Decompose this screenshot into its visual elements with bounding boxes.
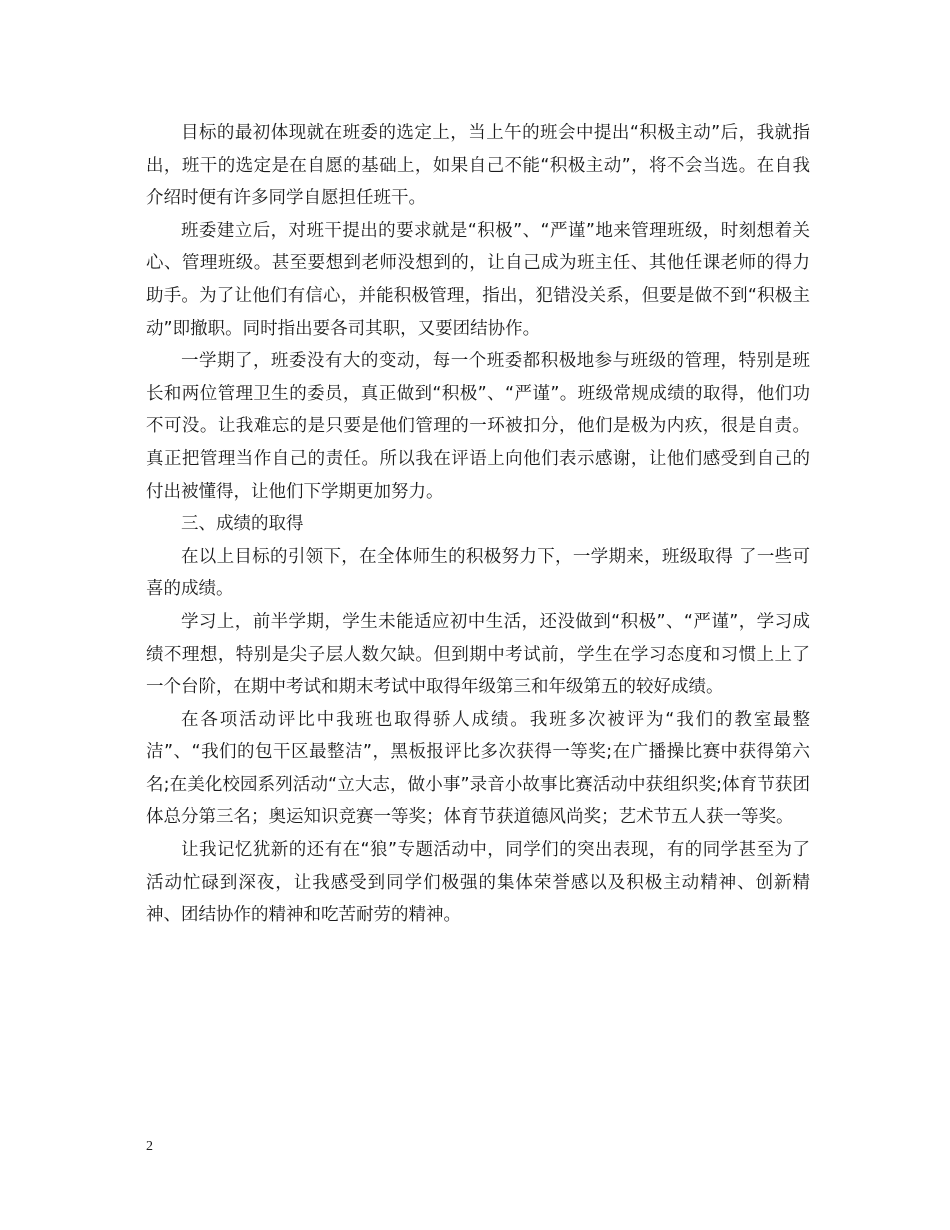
section-heading: 三、成绩的取得 bbox=[181, 514, 304, 535]
paragraph-study-results: 学习上，前半学期，学生未能适应初中生活，还没做到“积极”、“严谨”，学习成绩不理想，特别是尖子层人数欠缺。但到期中考试前，学生在学习态度和习惯上上了一个台阶，在期中考试和期末考试中取得年级第三和年级第五的较好成绩。 bbox=[146, 611, 810, 698]
paragraph-class-committee-requirements: 班委建立后，对班干提出的要求就是“积极”、“严谨”地来管理班级，时刻想着关心、管理班级。甚至要想到老师没想到的，让自己成为班主任、其他任课老师的得力助手。为了让他们有信心，并能积极管理，指出，犯错没关系，但要是做不到“积极主动”即撤职。同时指出要各司其职，又要团结协作。 bbox=[146, 220, 810, 339]
paragraph-wolf-activity: 让我记忆犹新的还有在“狼”专题活动中，同学们的突出表现，有的同学甚至为了活动忙碌到深夜，让我感受到同学们极强的集体荣誉感以及积极主动精神、创新精神、团结协作的精神和吃苦耐劳的精神。 bbox=[146, 840, 810, 926]
page-number: 2 bbox=[146, 1139, 153, 1154]
paragraph-class-committee-selection: 目标的最初体现就在班委的选定上，当上午的班会中提出“积极主动”后，我就指出，班干的选定是在自愿的基础上，如果自己不能“积极主动”，将不会当选。在自我介绍时便有许多同学自愿担任班干。 bbox=[146, 123, 810, 209]
paragraph-achievements-intro: 在以上目标的引领下，在全体师生的积极努力下，一学期来，班级取得 了一些可喜的成绩。 bbox=[146, 546, 810, 600]
document-body bbox=[146, 117, 810, 932]
paragraph-activity-awards: 在各项活动评比中我班也取得骄人成绩。我班多次被评为“我们的教室最整洁”、“我们的包干区最整洁”，黑板报评比多次获得一等奖;在广播操比赛中获得第六名;在美化校园系列活动“立大志，做小事”录音小故事比赛活动中获组织奖;体育节获团体总分第三名；奥运知识竞赛一等奖；体育节获道德风尚奖；艺术节五人获一等奖。 bbox=[146, 709, 810, 828]
paragraph-semester-review: 一学期了，班委没有大的变动，每一个班委都积极地参与班级的管理，特别是班长和两位管理卫生的委员，真正做到“积极”、“严谨”。班级常规成绩的取得，他们功不可没。让我难忘的是只要是他们管理的一环被扣分，他们是极为内疚，很是自责。真正把管理当作自己的责任。所以我在评语上向他们表示感谢，让他们感受到自己的付出被懂得，让他们下学期更加努力。 bbox=[146, 351, 810, 502]
